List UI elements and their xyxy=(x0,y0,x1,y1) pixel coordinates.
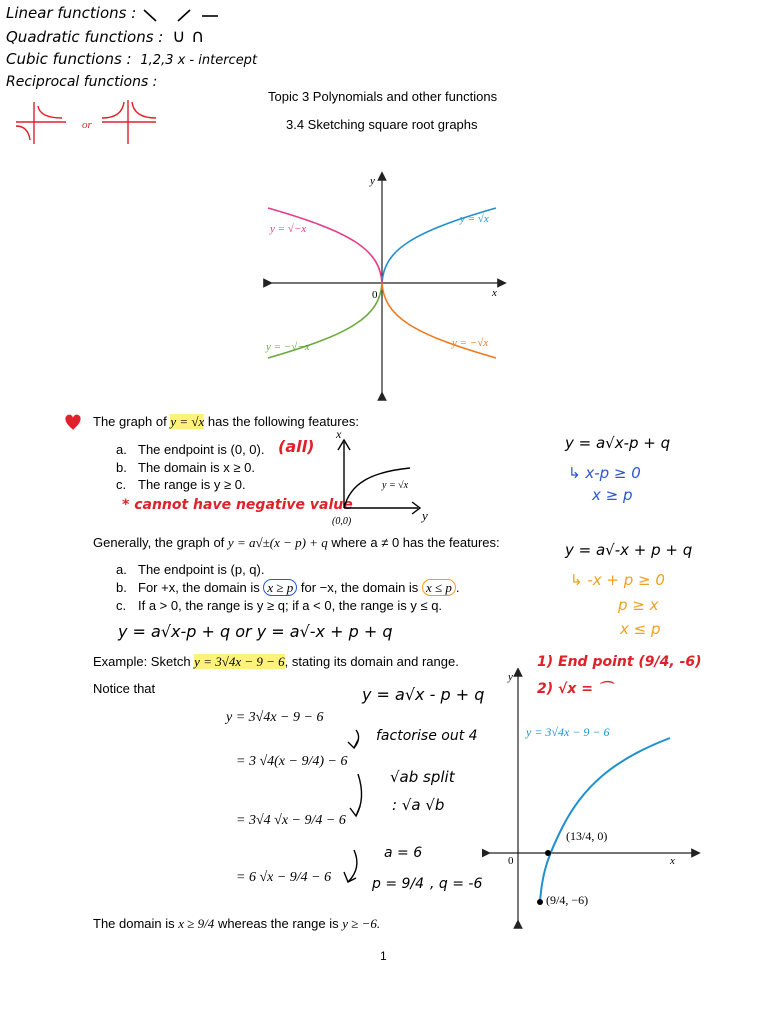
general-b-text-1: For +x, the domain is xyxy=(138,580,264,595)
example-intro xyxy=(93,654,459,670)
hw-general-form: y = a√x - p + q xyxy=(362,685,485,704)
note-quadratic-text: Quadratic functions : xyxy=(6,28,164,46)
example-line-2: = 3 √4(x − 9/4) − 6 xyxy=(236,754,348,769)
note-all: (all) xyxy=(278,437,315,456)
right-note-eq2: y = a√-x + p + q xyxy=(565,541,693,559)
mini-sketch-curve-label: y = √x xyxy=(382,480,409,491)
graph1-origin-label: 0 xyxy=(372,289,378,301)
example-conclusion xyxy=(93,916,380,932)
note-quadratic xyxy=(6,26,204,47)
hw-factorise: factorise out 4 xyxy=(376,728,478,744)
graph2-point1-label: (13/4, 0) xyxy=(566,829,608,843)
feature-c xyxy=(116,477,246,492)
graph2-origin-label: 0 xyxy=(508,855,514,867)
label-neg-sqrt-neg-x: y = −√−x xyxy=(266,341,310,353)
note-cubic-text: Cubic functions : xyxy=(6,50,132,68)
label-pos-sqrt-x: y = √x xyxy=(460,213,489,225)
graph2-point-intercept xyxy=(545,850,551,856)
graph2-y-label: y xyxy=(508,671,513,683)
hw-p: p = 9/4 xyxy=(372,876,425,892)
note-negative: * cannot have negative value xyxy=(122,497,353,513)
conclusion-before: The domain is xyxy=(93,916,175,931)
hw-split-2: : √a √b xyxy=(392,796,445,814)
general-a xyxy=(116,562,264,577)
general-b-marker: b. xyxy=(116,580,127,595)
conclusion-domain: x ≥ 9/4 xyxy=(178,916,215,931)
example-graph xyxy=(482,668,702,933)
feature-a-text: The endpoint is (0, 0). xyxy=(138,442,265,457)
curve-sqrt-neg-x xyxy=(268,208,382,283)
hw-split-1: √ab split xyxy=(390,768,455,786)
general-b-text-2: for −x, the domain is xyxy=(297,580,422,595)
feature-b-marker: b. xyxy=(116,460,127,475)
label-sqrt-neg-x: y = √−x xyxy=(270,223,307,235)
right-note-step2: x ≥ p xyxy=(592,486,633,504)
conclusion-range: y ≥ −6. xyxy=(342,916,381,931)
general-c-text: If a > 0, the range is y ≥ q; if a < 0, the range is y ≤ q. xyxy=(138,598,443,613)
note-reciprocal xyxy=(6,74,157,90)
example-line-1: y = 3√4x − 9 − 6 xyxy=(226,710,324,725)
general-a-marker: a. xyxy=(116,562,127,577)
general-intro-before: Generally, the graph of xyxy=(93,535,225,550)
general-intro-eq: y = a√±(x − p) + q xyxy=(227,535,328,550)
example-line-4: = 6 √x − 9/4 − 6 xyxy=(236,870,332,885)
example-notice: Notice that xyxy=(93,681,156,696)
feature-c-text: The range is y ≥ 0. xyxy=(138,477,246,492)
conclusion-mid: whereas the range is xyxy=(217,916,339,931)
feature-c-marker: c. xyxy=(116,477,127,492)
general-c-marker: c. xyxy=(116,598,127,613)
general-b-text-3: . xyxy=(455,580,460,595)
right-note-eq1: y = a√x-p + q xyxy=(565,434,671,452)
right-note2-step1: ↳ -x + p ≥ 0 xyxy=(570,571,665,589)
example-intro-after: , stating its domain and range. xyxy=(284,654,459,669)
general-a-text: The endpoint is (p, q). xyxy=(138,562,265,577)
graph2-curve-label: y = 3√4x − 9 − 6 xyxy=(526,725,610,739)
square-root-graph xyxy=(262,170,512,405)
right-note2-step2: p ≥ x xyxy=(618,596,659,614)
section-title: 3.4 Sketching square root graphs xyxy=(286,117,478,132)
mini-sketch-y-label: x xyxy=(336,428,342,441)
note-cubic-detail: 1,2,3 x - intercept xyxy=(140,53,258,68)
graph2-x-label: x xyxy=(670,855,675,867)
right-note2-step3: x ≤ p xyxy=(620,620,661,638)
feature-a-marker: a. xyxy=(116,442,127,457)
reciprocal-or-text: or xyxy=(82,119,92,131)
note-linear-text: Linear functions : xyxy=(6,4,137,22)
feature-a xyxy=(116,442,264,457)
features-intro xyxy=(93,414,359,430)
note-cubic xyxy=(6,50,257,68)
hw-sqrt-shape: 2) √x = ⌒ xyxy=(537,681,612,697)
feature-b-text: The domain is x ≥ 0. xyxy=(138,460,255,475)
hw-a: a = 6 xyxy=(384,845,423,861)
reciprocal-sketch-icon xyxy=(10,92,160,152)
graph1-y-label: y xyxy=(370,175,375,187)
general-intro-after: where a ≠ 0 has the features: xyxy=(331,535,500,550)
example-line-3: = 3√4 √x − 9/4 − 6 xyxy=(236,813,346,828)
graph2-curve xyxy=(540,738,670,902)
label-neg-sqrt-x: y = −√x xyxy=(452,337,489,349)
mini-sketch-origin: (0,0) xyxy=(332,516,352,527)
linear-shapes-icon xyxy=(140,6,220,26)
feature-b xyxy=(116,460,255,475)
features-intro-before: The graph of xyxy=(93,414,167,429)
example-intro-before: Example: Sketch xyxy=(93,654,191,669)
page-number: 1 xyxy=(380,949,387,963)
note-quadratic-shapes: ∪ ∩ xyxy=(172,26,205,47)
general-b-domain-pos: x ≥ p xyxy=(263,579,297,596)
general-handwritten-forms: y = a√x-p + q or y = a√-x + p + q xyxy=(118,622,393,641)
mini-sketch-x-label: y xyxy=(422,508,428,523)
note-reciprocal-text: Reciprocal functions : xyxy=(6,74,158,90)
example-intro-eq: y = 3√4x − 9 − 6 xyxy=(194,654,285,669)
heart-icon xyxy=(64,414,82,432)
features-intro-eq: y = √x xyxy=(170,414,205,429)
graph2-point2-label: (9/4, −6) xyxy=(546,893,589,907)
graph2-point-endpoint xyxy=(537,899,543,905)
note-linear xyxy=(6,4,136,22)
general-b-domain-neg: x ≤ p xyxy=(422,579,456,596)
hw-q: , q = -6 xyxy=(430,876,483,892)
general-intro xyxy=(93,535,500,551)
features-intro-after: has the following features: xyxy=(207,414,359,429)
topic-title: Topic 3 Polynomials and other functions xyxy=(268,89,498,104)
hw-arrows xyxy=(340,722,380,892)
hw-end-point: 1) End point (9/4, -6) xyxy=(537,654,702,670)
graph1-x-label: x xyxy=(492,287,497,299)
general-c xyxy=(116,598,442,613)
right-note-step1: ↳ x-p ≥ 0 xyxy=(568,464,641,482)
mini-sqrt-sketch xyxy=(330,428,440,528)
general-b xyxy=(116,580,459,596)
